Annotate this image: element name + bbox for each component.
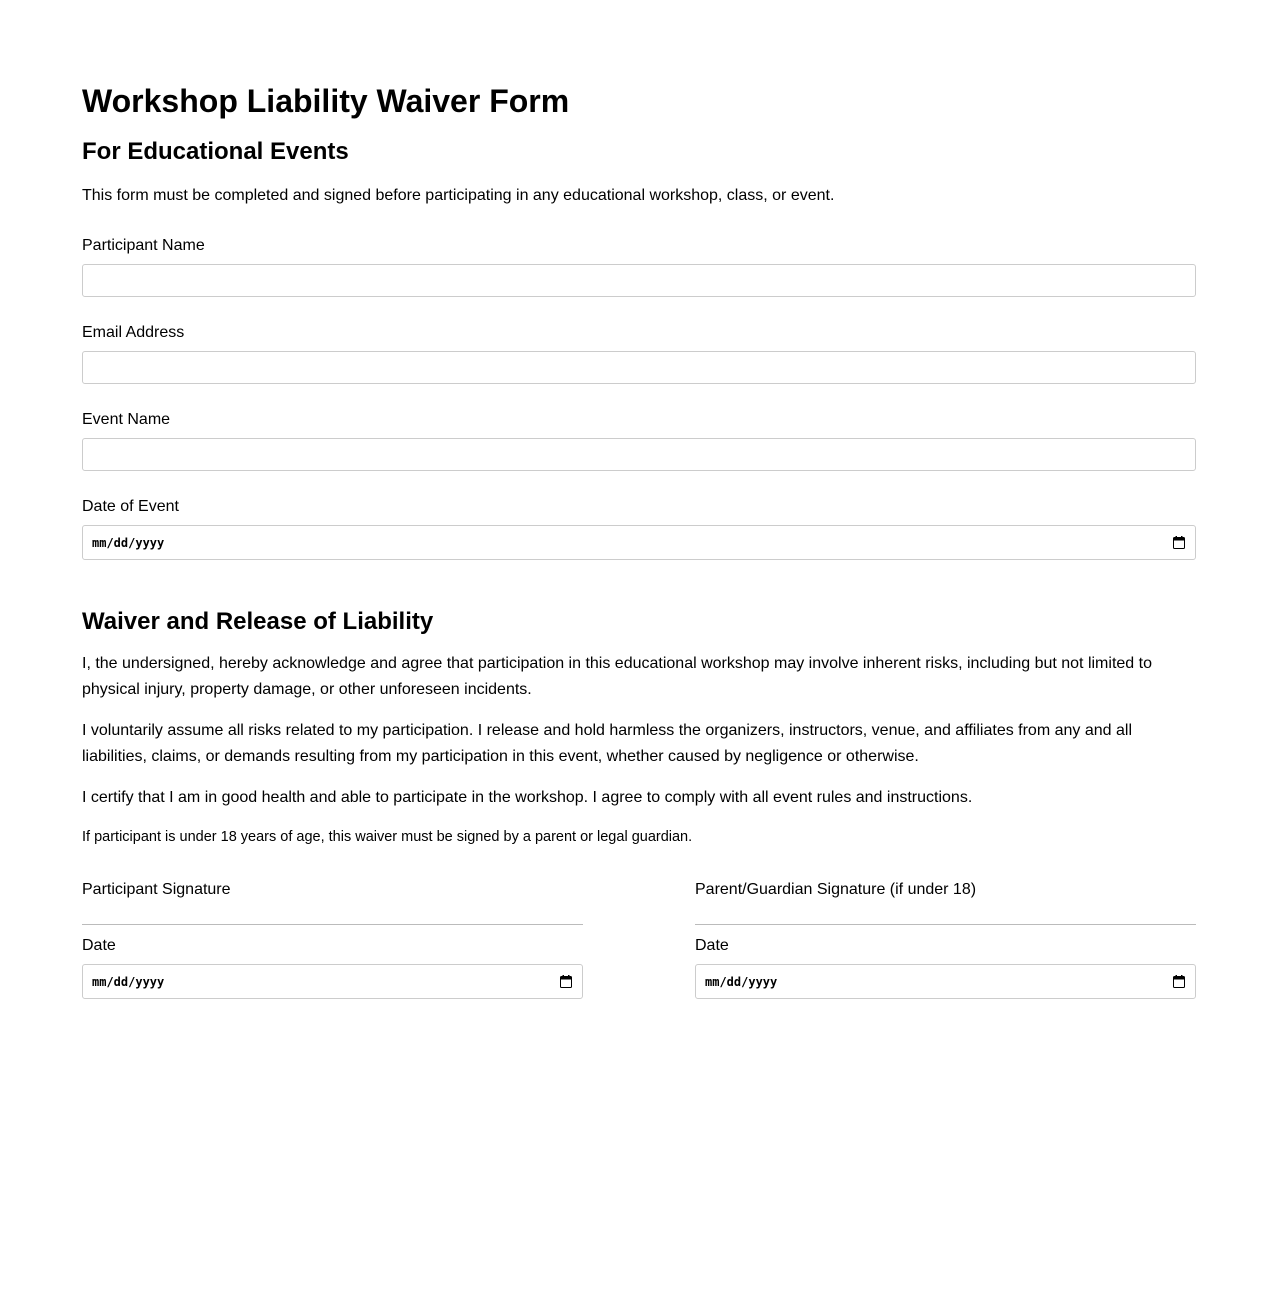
event-name-label: Event Name — [82, 411, 171, 428]
calendar-icon[interactable] — [1173, 975, 1185, 988]
event-date-label: Date of Event — [82, 498, 179, 515]
participant-signature-line[interactable] — [82, 924, 583, 925]
event-name-group — [82, 410, 1196, 471]
guardian-date-label: Date — [695, 937, 729, 954]
guardian-signature-line[interactable] — [695, 924, 1196, 925]
guardian-date-placeholder: mm/dd/yyyy — [705, 974, 778, 989]
waiver-paragraph-3: I certify that I am in good health and able to participate in the workshop. I agree to comply with all event rules and instructions. — [82, 789, 973, 806]
event-name-input[interactable] — [82, 438, 1196, 471]
guardian-date-input[interactable] — [695, 964, 1196, 999]
participant-name-group — [82, 236, 1196, 297]
event-date-placeholder: mm/dd/yyyy — [92, 535, 165, 550]
intro-text: This form must be completed and signed before participating in any educational workshop, class, or event. — [82, 187, 835, 204]
signature-row — [82, 880, 1196, 999]
participant-date-placeholder: mm/dd/yyyy — [92, 974, 165, 989]
email-group — [82, 323, 1196, 384]
waiver-heading: Waiver and Release of Liability — [82, 608, 434, 635]
email-label: Email Address — [82, 324, 185, 341]
page-subtitle: For Educational Events — [82, 138, 349, 165]
participant-name-input[interactable] — [82, 264, 1196, 297]
calendar-icon[interactable] — [560, 975, 572, 988]
waiver-paragraph-1: I, the undersigned, hereby acknowledge and agree that participation in this educational workshop may involve inherent risks, including but not limited to physical injury, property damage, or other unforeseen incidents. — [82, 655, 1152, 698]
page-title: Workshop Liability Waiver Form — [82, 83, 570, 119]
participant-date-input[interactable] — [82, 964, 583, 999]
participant-date-label: Date — [82, 937, 116, 954]
minor-note: If participant is under 18 years of age, this waiver must be signed by a parent or legal guardian. — [82, 829, 693, 845]
event-date-input[interactable] — [82, 525, 1196, 560]
guardian-signature-block — [695, 880, 1196, 999]
participant-name-label: Participant Name — [82, 237, 205, 254]
waiver-paragraph-2: I voluntarily assume all risks related to my participation. I release and hold harmless the organizers, instructors, venue, and affiliates from any and all liabilities, claims, or demands resulting from my participation in this event, whether caused by negligence or otherwise. — [82, 722, 1132, 765]
email-input[interactable] — [82, 351, 1196, 384]
guardian-signature-label: Parent/Guardian Signature (if under 18) — [695, 881, 977, 898]
participant-signature-block — [82, 880, 583, 999]
participant-signature-label: Participant Signature — [82, 881, 231, 898]
calendar-icon[interactable] — [1173, 536, 1185, 549]
event-date-group — [82, 497, 1196, 560]
